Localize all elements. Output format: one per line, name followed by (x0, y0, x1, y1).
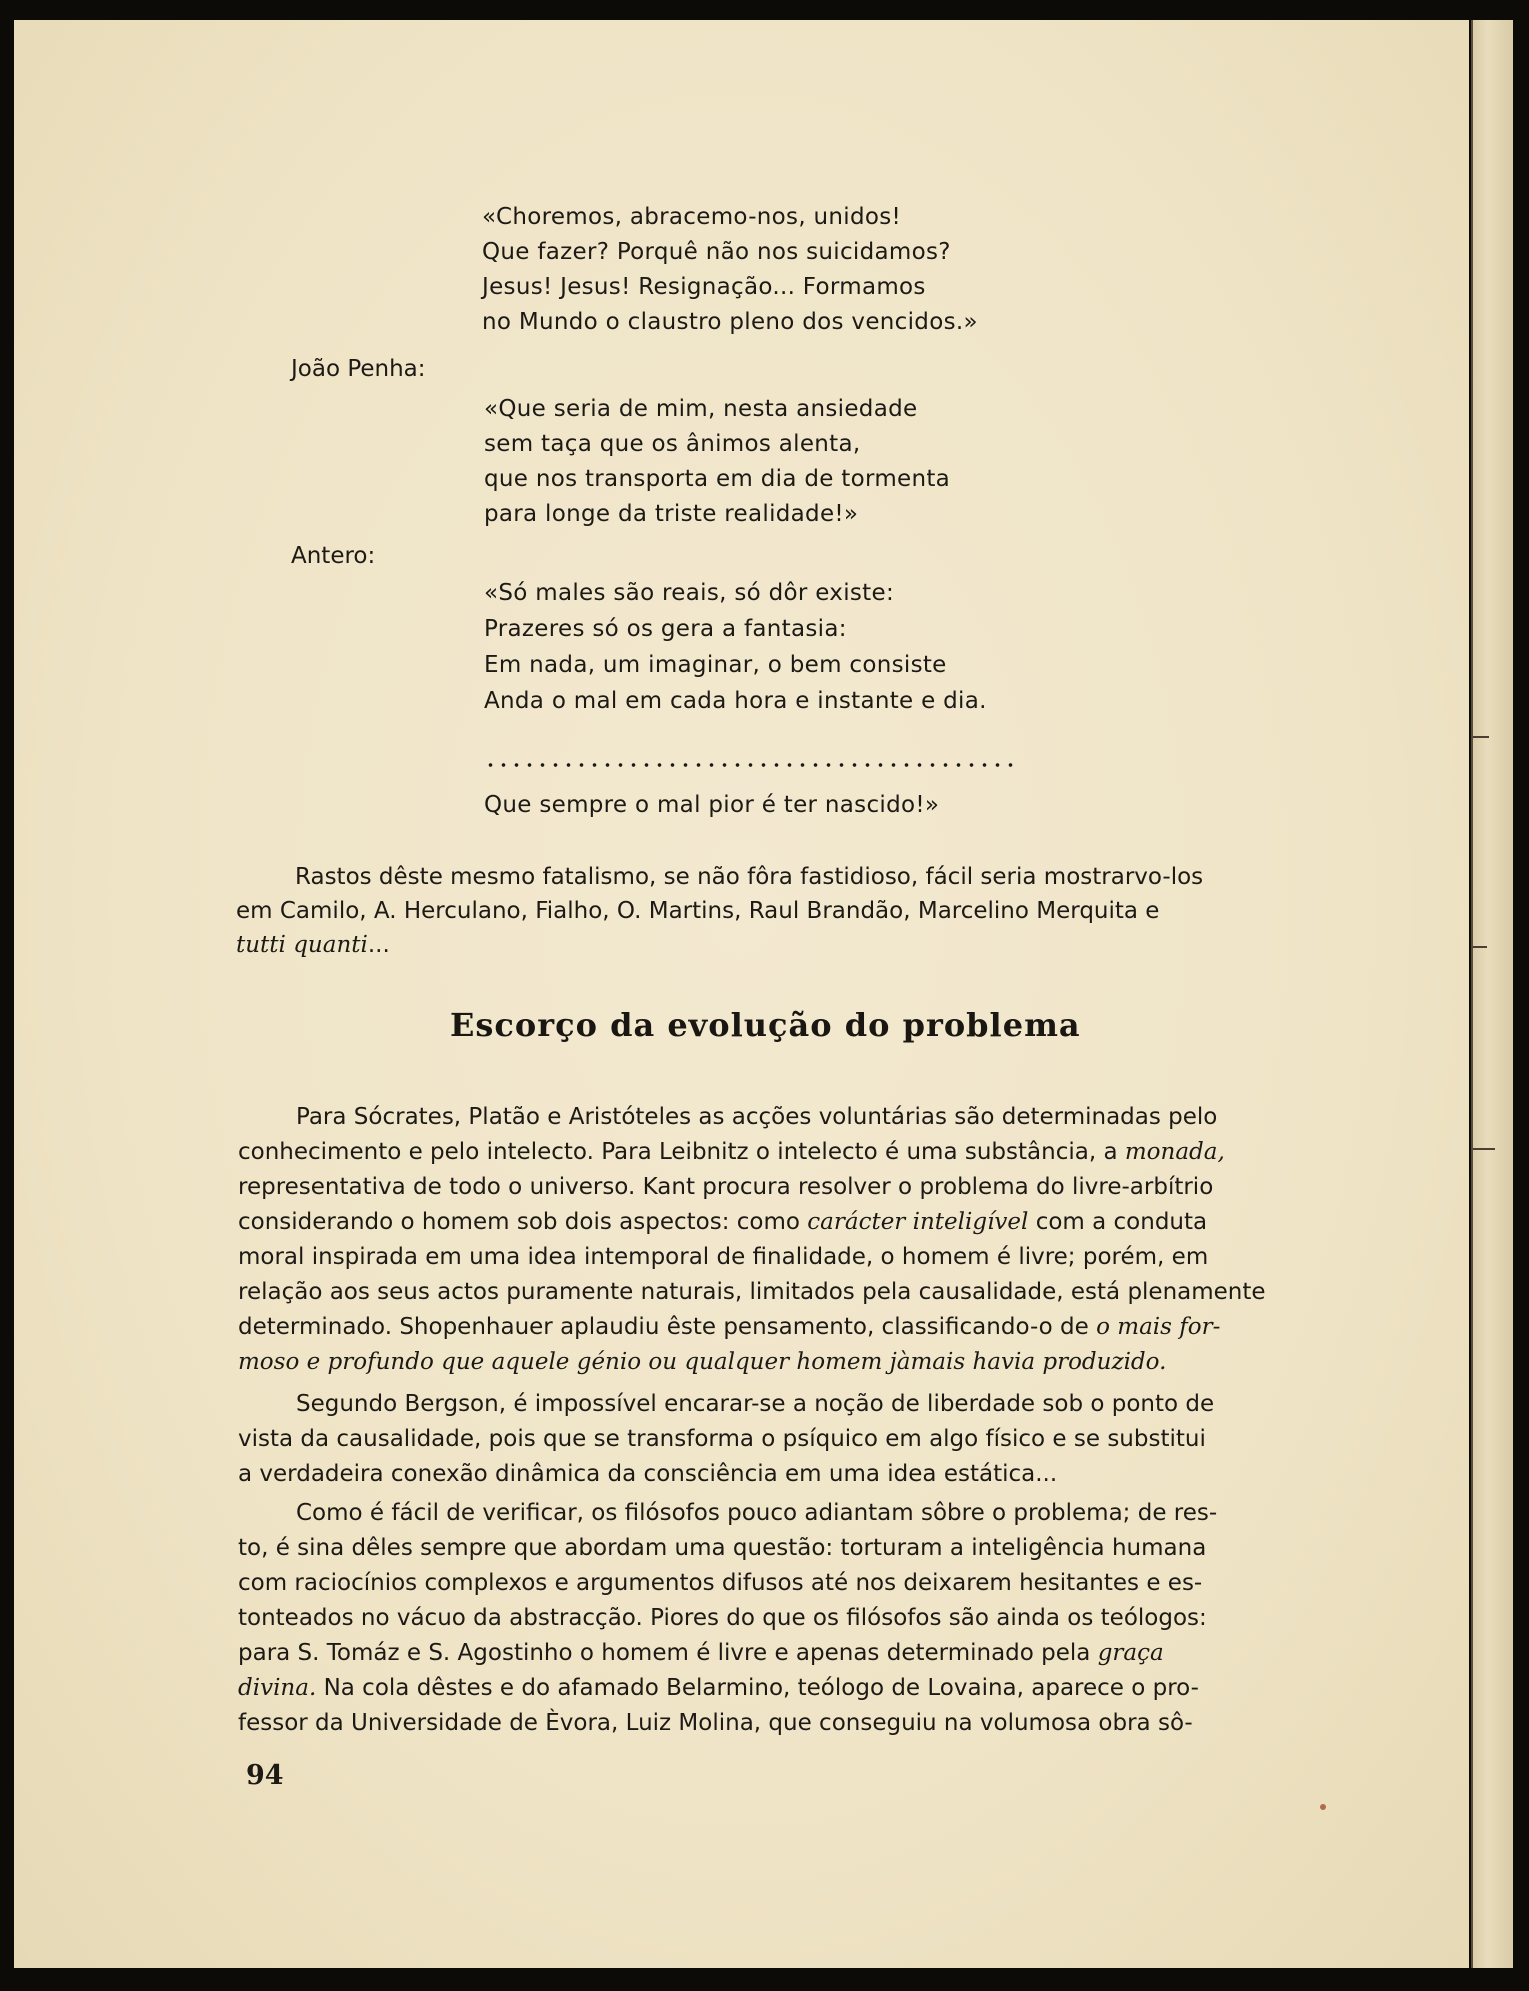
edge-tick (1473, 736, 1489, 738)
rastos-line-2: em Camilo, A. Herculano, Fialho, O. Martins, Raul Brandão, Marcelino Merquita e (236, 898, 1160, 924)
p3-line-4: tonteados no vácuo da abstracção. Piores do que os filósofos são ainda os teólogos: (238, 1605, 1207, 1631)
p3-line-3: com raciocínios complexos e argumentos difusos até nos deixarem hesitantes e es- (238, 1570, 1203, 1596)
p1-line-6: relação aos seus actos puramente naturais, limitados pela causalidade, está plenamente (238, 1279, 1266, 1305)
p1-l7-italic: o mais for- (1096, 1314, 1221, 1340)
poem3-line-4: Anda o mal em cada hora e instante e dia. (484, 688, 987, 714)
speaker-joao-penha: João Penha: (291, 356, 426, 382)
rastos-italic: tutti quanti (236, 932, 368, 958)
p2-line-2: vista da causalidade, pois que se transforma o psíquico em algo físico e se substitui (238, 1426, 1206, 1452)
p1-line-5: moral inspirada em uma idea intemporal de finalidade, o homem é livre; porém, em (238, 1244, 1209, 1270)
page-edge-line (1471, 20, 1473, 1968)
p2-line-3: a verdadeira conexão dinâmica da consciência em uma idea estática... (238, 1461, 1058, 1487)
p3-line-7: fessor da Universidade de Èvora, Luiz Molina, que conseguiu na volumosa obra sô- (238, 1710, 1193, 1736)
p1-l4-italic: carácter inteligível (807, 1209, 1029, 1235)
p3-line-5 (238, 1640, 1164, 1666)
poem2-line-3: que nos transporta em dia de tormenta (484, 466, 951, 492)
paper-speck (1320, 1804, 1326, 1810)
p1-l2-text: conhecimento e pelo intelecto. Para Leibnitz o intelecto é uma substância, a (238, 1139, 1125, 1165)
rastos-line-1: Rastos dêste mesmo fatalismo, se não fôra fastidioso, fácil seria mostrarvo-los (295, 864, 1204, 890)
p3-l6-italic: divina. (238, 1675, 317, 1701)
p1-line-2 (238, 1139, 1225, 1165)
p1-line-1: Para Sócrates, Platão e Aristóteles as acções voluntárias são determinadas pelo (296, 1104, 1218, 1130)
speaker-antero: Antero: (291, 543, 376, 569)
poem1-line-1: «Choremos, abracemo-nos, unidos! (482, 204, 902, 230)
p3-l5-italic: graça (1097, 1640, 1164, 1666)
p1-l7-text: determinado. Shopenhauer aplaudiu êste pensamento, classificando-o de (238, 1314, 1097, 1340)
poem3-final-line: Que sempre o mal pior é ter nascido!» (484, 792, 940, 818)
poem1-line-2: Que fazer? Porquê não nos suicidamos? (482, 239, 951, 265)
edge-tick (1473, 946, 1487, 948)
poem1-line-3: Jesus! Jesus! Resignação... Formamos (482, 274, 926, 300)
p2-line-1: Segundo Bergson, é impossível encarar-se a noção de liberdade sob o ponto de (296, 1391, 1215, 1417)
p1-line-3: representativa de todo o universo. Kant procura resolver o problema do livre-arbítrio (238, 1174, 1214, 1200)
p3-line-1: Como é fácil de verificar, os filósofos pouco adiantam sôbre o problema; de res- (296, 1500, 1218, 1526)
rastos-ellipsis: ... (367, 932, 390, 958)
p3-l5-text: para S. Tomáz e S. Agostinho o homem é livre e apenas determinado pela (238, 1640, 1098, 1666)
p3-line-6 (238, 1675, 1199, 1701)
section-heading: Escorço da evolução do problema (450, 1006, 1081, 1044)
p1-l4-text: considerando o homem sob dois aspectos: como (238, 1209, 808, 1235)
p1-line-8 (238, 1349, 1166, 1375)
poem3-line-1: «Só males são reais, só dôr existe: (484, 580, 894, 606)
p3-line-2: to, é sina dêles sempre que abordam uma questão: torturam a inteligência humana (238, 1535, 1207, 1561)
p1-line-4 (238, 1209, 1207, 1235)
poem2-line-2: sem taça que os ânimos alenta, (484, 431, 861, 457)
edge-tick (1473, 1148, 1495, 1150)
ellipsis-dotted-line (484, 760, 1014, 770)
poem1-line-4: no Mundo o claustro pleno dos vencidos.» (482, 309, 978, 335)
next-page-edge (1471, 20, 1513, 1968)
poem2-line-1: «Que seria de mim, nesta ansiedade (484, 396, 918, 422)
p1-l8-italic: moso e profundo que aquele génio ou qualquer homem jàmais havia produzido. (238, 1349, 1167, 1375)
poem2-line-4: para longe da triste realidade!» (484, 501, 859, 527)
p1-line-7 (238, 1314, 1220, 1340)
poem3-line-3: Em nada, um imaginar, o bem consiste (484, 652, 947, 678)
rastos-line-3 (236, 932, 390, 958)
p1-l2-italic: monada, (1124, 1139, 1225, 1165)
p3-l6-text: Na cola dêstes e do afamado Belarmino, teólogo de Lovaina, aparece o pro- (316, 1675, 1199, 1701)
poem3-line-2: Prazeres só os gera a fantasia: (484, 616, 847, 642)
p1-l4-text-end: com a conduta (1028, 1209, 1208, 1235)
page-number: 94 (246, 1760, 284, 1791)
